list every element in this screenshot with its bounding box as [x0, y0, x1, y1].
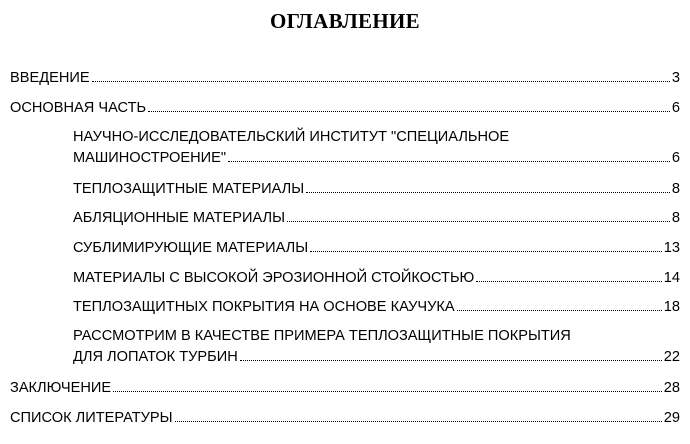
toc-entry-label-line1: РАССМОТРИМ В КАЧЕСТВЕ ПРИМЕРА ТЕПЛОЗАЩИТНЫЕ ПОКРЫТИЯ [73, 328, 571, 344]
toc-page-number: 6 [671, 150, 680, 166]
toc-entry-label-line2: ДЛЯ ЛОПАТОК ТУРБИН [73, 349, 238, 365]
toc-page-number: 13 [663, 240, 680, 256]
toc-entry-heat-protective-materials[interactable] [73, 179, 680, 200]
dot-leader [113, 391, 662, 392]
toc-entry-conclusion[interactable] [10, 378, 680, 399]
toc-page-number: 8 [671, 210, 680, 226]
toc-page-number: 18 [663, 299, 680, 315]
toc-page-number: 28 [663, 380, 680, 396]
toc-entry-research-institute[interactable] [73, 127, 680, 169]
toc-entry-main-part[interactable] [10, 98, 680, 119]
dot-leader [306, 192, 670, 193]
toc-entry-ablative-materials[interactable] [73, 208, 680, 229]
toc-entry-label: ТЕПЛОЗАЩИТНЫХ ПОКРЫТИЯ НА ОСНОВЕ КАУЧУКА [73, 299, 455, 315]
dot-leader [92, 81, 670, 82]
toc-page-number: 6 [671, 100, 680, 116]
toc-entry-references[interactable] [10, 408, 680, 429]
toc-entry-label: ОСНОВНАЯ ЧАСТЬ [10, 100, 147, 116]
toc-page-number: 3 [671, 70, 680, 86]
dot-leader [287, 221, 670, 222]
toc-entry-erosion-resistant-materials[interactable] [73, 268, 680, 289]
toc-entry-label: АБЛЯЦИОННЫЕ МАТЕРИАЛЫ [73, 210, 286, 226]
toc-entry-label: СУБЛИМИРУЮЩИЕ МАТЕРИАЛЫ [73, 240, 309, 256]
toc-entry-label: ТЕПЛОЗАЩИТНЫЕ МАТЕРИАЛЫ [73, 181, 305, 197]
toc-entry-sublimating-materials[interactable] [73, 238, 680, 259]
toc-page-number: 14 [663, 270, 680, 286]
toc-entry-introduction[interactable] [10, 68, 680, 89]
toc-entry-rubber-coatings[interactable] [73, 297, 680, 318]
dot-leader [310, 251, 662, 252]
toc-page-number: 22 [663, 349, 680, 365]
dot-leader [228, 161, 670, 162]
toc-entry-label-line1: НАУЧНО-ИССЛЕДОВАТЕЛЬСКИЙ ИНСТИТУТ "СПЕЦИАЛЬНОЕ [73, 129, 510, 145]
toc-entry-label: ВВЕДЕНИЕ [10, 70, 90, 86]
toc-entry-turbine-blade-coatings[interactable] [73, 326, 680, 368]
toc-page-number: 8 [671, 181, 680, 197]
dot-leader [476, 281, 661, 282]
page-title: ОГЛАВЛЕНИЕ [270, 9, 420, 33]
toc-entry-label: СПИСОК ЛИТЕРАТУРЫ [10, 410, 173, 426]
toc-entry-label-line2: МАШИНОСТРОЕНИЕ" [73, 150, 227, 166]
toc-entry-label: МАТЕРИАЛЫ С ВЫСОКОЙ ЭРОЗИОННОЙ СТОЙКОСТЬЮ [73, 270, 475, 286]
dot-leader [457, 310, 662, 311]
toc-page-number: 29 [663, 410, 680, 426]
dot-leader [240, 360, 662, 361]
toc-entry-label: ЗАКЛЮЧЕНИЕ [10, 380, 112, 396]
dot-leader [148, 111, 670, 112]
dot-leader [175, 421, 662, 422]
